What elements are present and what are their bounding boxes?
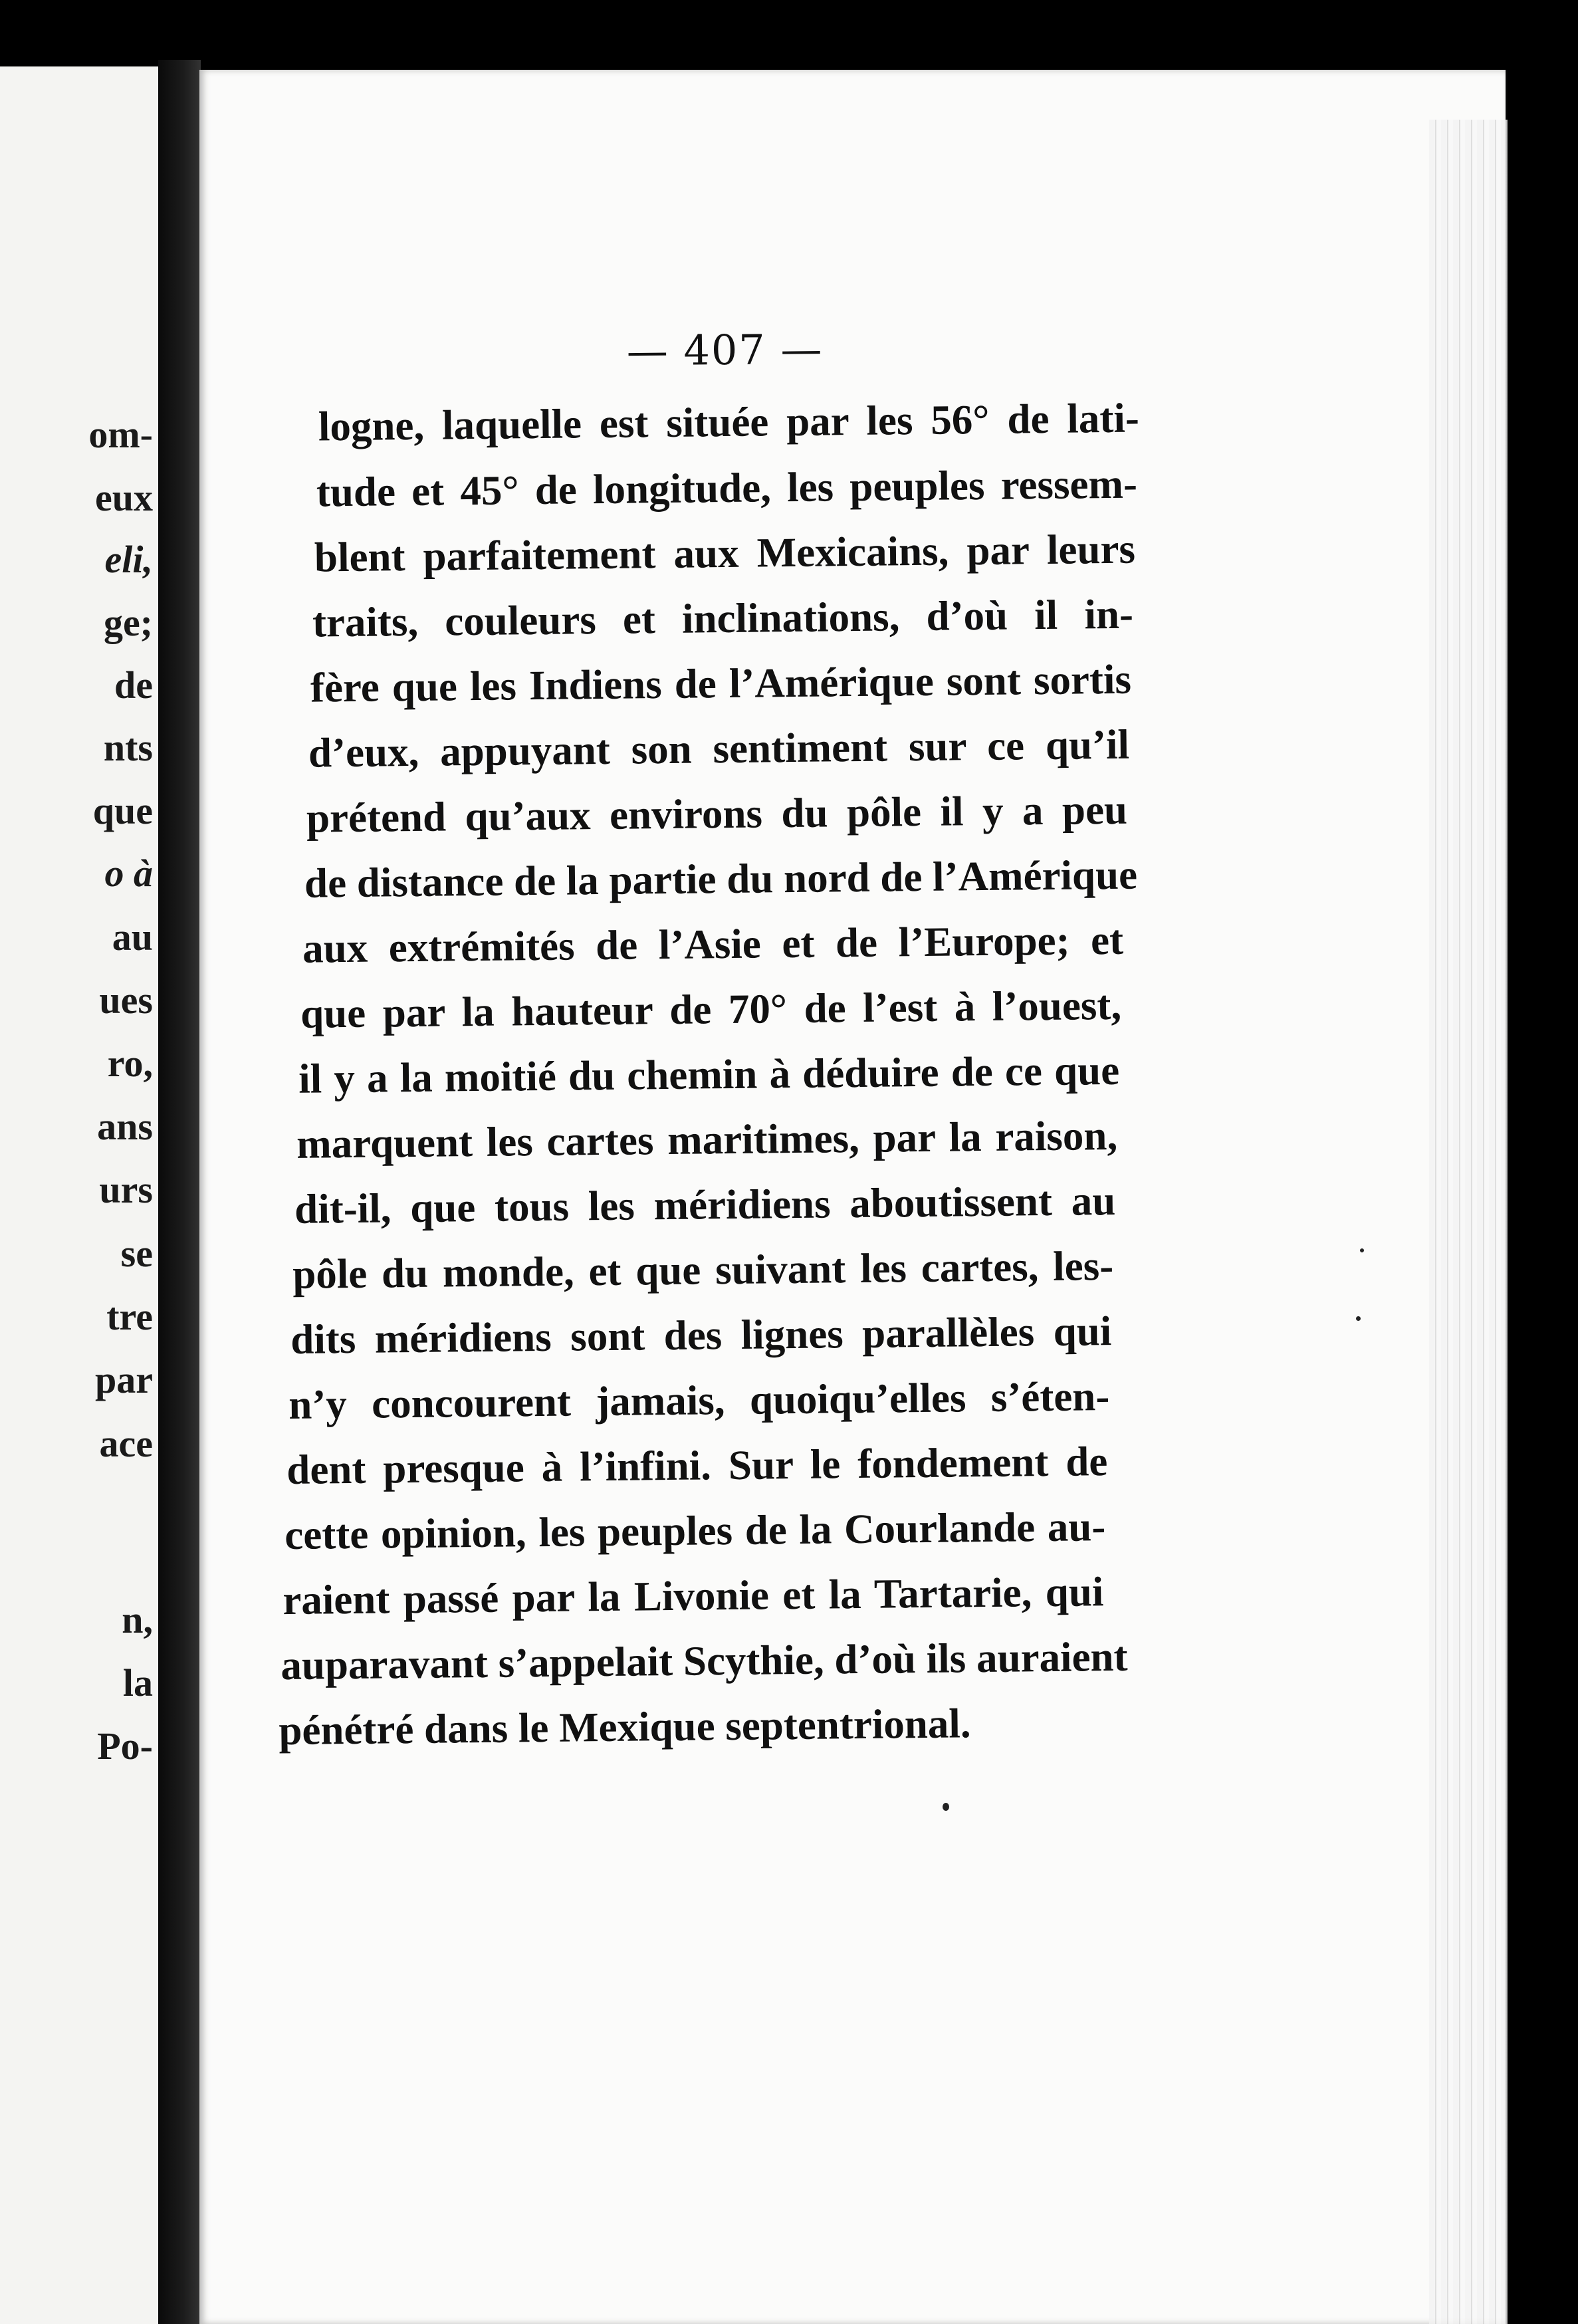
prev-page-line: ans [97,1105,153,1148]
text-line: fère que les Indiens de l’Amérique sont sortis [310,655,1132,711]
prev-page-line: au [112,915,153,959]
prev-page-line: que [92,789,153,832]
prev-page-line: se [120,1232,153,1275]
prev-page-line: urs [99,1168,153,1211]
text-line: logne, laquelle est située par les 56° de lati- [318,394,1140,450]
text-line: de distance de la partie du nord de l’Amérique [304,851,1138,907]
prev-page-line: eux [95,476,153,519]
prev-page-line: nts [103,726,153,769]
text-line: que par la hauteur de 70° de l’est à l’ouest, [300,981,1122,1037]
ink-speck [943,1803,949,1811]
prev-page-line: par [95,1358,153,1401]
page-number: — 407 — [626,324,824,376]
text-line: pôle du monde, et que suivant les cartes, les- [292,1242,1114,1298]
ink-speck [1360,1248,1364,1252]
text-line: dits méridiens sont des lignes parallèles qui [290,1308,1112,1363]
prev-page-line: ace [99,1422,153,1465]
prev-page-line: eli, [104,538,153,581]
prev-page-line: ues [99,979,153,1022]
ink-speck [1356,1316,1361,1321]
prev-page-line: tre [106,1295,153,1338]
text-line: tude et 45° de longitude, les peuples ressem- [316,460,1138,516]
text-line: dent presque à l’infini. Sur le fondement de [286,1438,1108,1494]
text-line: n’y concourent jamais, quoiqu’elles s’éten- [288,1373,1110,1428]
text-line: traits, couleurs et inclinations, d’où il in- [312,590,1134,646]
text-line: raient passé par la Livonie et la Tartarie, qui [282,1568,1104,1624]
text-line: prétend qu’aux environs du pôle il y a peu [306,786,1128,842]
text-line: il y a la moitié du chemin à déduire de ce que [298,1046,1120,1102]
prev-page-line: la [122,1661,153,1704]
text-line: cette opinion, les peuples de la Courlande au- [284,1503,1106,1559]
text-line: d’eux, appuyant son sentiment sur ce qu’il [308,721,1130,776]
prev-page-line: Po- [97,1724,153,1768]
prev-page-line: ge; [103,601,153,644]
text-line: marquent les cartes maritimes, par la raison, [296,1111,1118,1167]
text-line: blent parfaitement aux Mexicains, par leurs [314,525,1136,581]
prev-page-line: ro, [107,1042,153,1085]
text-line: aux extrémités de l’Asie et de l’Europe; et [302,916,1124,972]
prev-page-line: o à [104,852,153,895]
text-line: pénétré dans le Mexique septentrional. [279,1700,971,1754]
prev-page-line: n, [122,1598,153,1641]
text-line: dit-il, que tous les méridiens aboutissent au [294,1177,1116,1232]
text-line: auparavant s’appelait Scythie, d’où ils auraient [281,1633,1128,1689]
prev-page-line: de [114,663,153,707]
prev-page-line: om- [88,413,153,456]
